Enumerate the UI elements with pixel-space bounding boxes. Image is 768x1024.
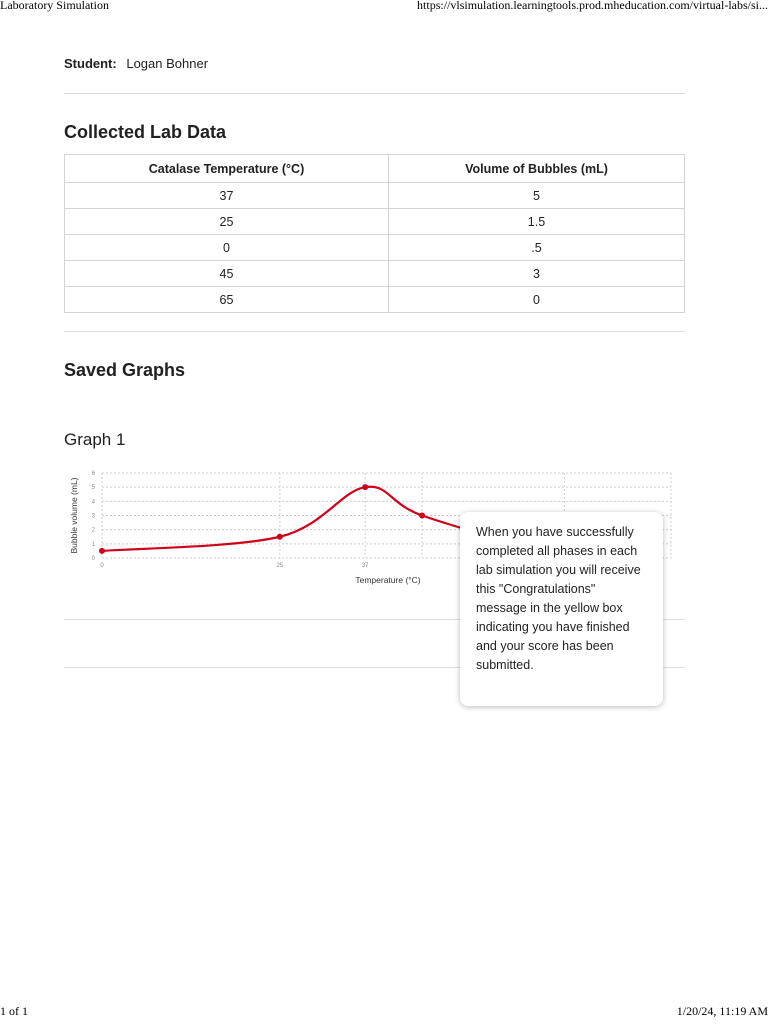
y-tick-label: 6 [91,471,95,477]
table-cell: 65 [65,287,389,313]
print-header [0,0,768,12]
column-header-volume: Volume of Bubbles (mL) [389,155,685,183]
student-line [64,56,208,71]
print-footer [0,1004,768,1018]
y-tick-label: 1 [91,541,95,548]
print-page-number: 1 of 1 [0,1004,28,1018]
x-tick-label: 37 [361,563,369,569]
x-tick-label: 0 [100,563,104,569]
x-tick-label: 25 [276,563,284,569]
data-point [277,534,283,540]
table-row [65,235,685,261]
table-row [65,183,685,209]
table-cell: 25 [65,209,389,235]
student-label: Student: [64,56,117,71]
data-point [419,513,425,519]
tooltip-text: When you have successfully completed all phases in each lab simulation you will receive this "Congratulations" message in the yellow box indicating you have finished and your score has been submitted. [476,525,641,672]
table-row [65,209,685,235]
y-tick-label: 5 [91,485,95,492]
table-cell: 0 [65,235,389,261]
y-tick-label: 2 [91,527,95,534]
table-cell: 1.5 [389,209,685,235]
data-point [99,548,105,554]
table-cell: 3 [389,261,685,287]
print-datetime: 1/20/24, 11:19 AM [676,1004,768,1018]
table-row [65,261,685,287]
y-axis-title: Bubble volume (mL) [69,477,79,554]
table-row [65,287,685,313]
data-point [362,484,368,490]
y-tick-label: 4 [91,499,95,506]
saved-graphs-title: Saved Graphs [64,360,186,380]
divider [64,93,685,94]
student-name: Logan Bohner [126,56,209,71]
graph-title: Graph 1 [64,430,126,449]
x-axis-title: Temperature (°C) [355,575,421,585]
table-header-row [65,155,685,183]
divider [64,331,685,332]
table-cell: 45 [65,261,389,287]
table-cell: 5 [389,183,685,209]
table-cell: 37 [65,183,389,209]
lab-data-title: Collected Lab Data [64,122,227,142]
y-tick-label: 0 [91,556,95,562]
print-url: https://vlsimulation.learningtools.prod.mheducation.com/virtual-labs/si... [417,0,768,12]
print-page-title: Laboratory Simulation [0,0,109,12]
info-tooltip [460,512,663,706]
y-tick-label: 3 [91,513,95,520]
lab-data-table [64,154,685,313]
table-cell: .5 [389,235,685,261]
column-header-temperature: Catalase Temperature (°C) [65,155,389,183]
table-cell: 0 [389,287,685,313]
